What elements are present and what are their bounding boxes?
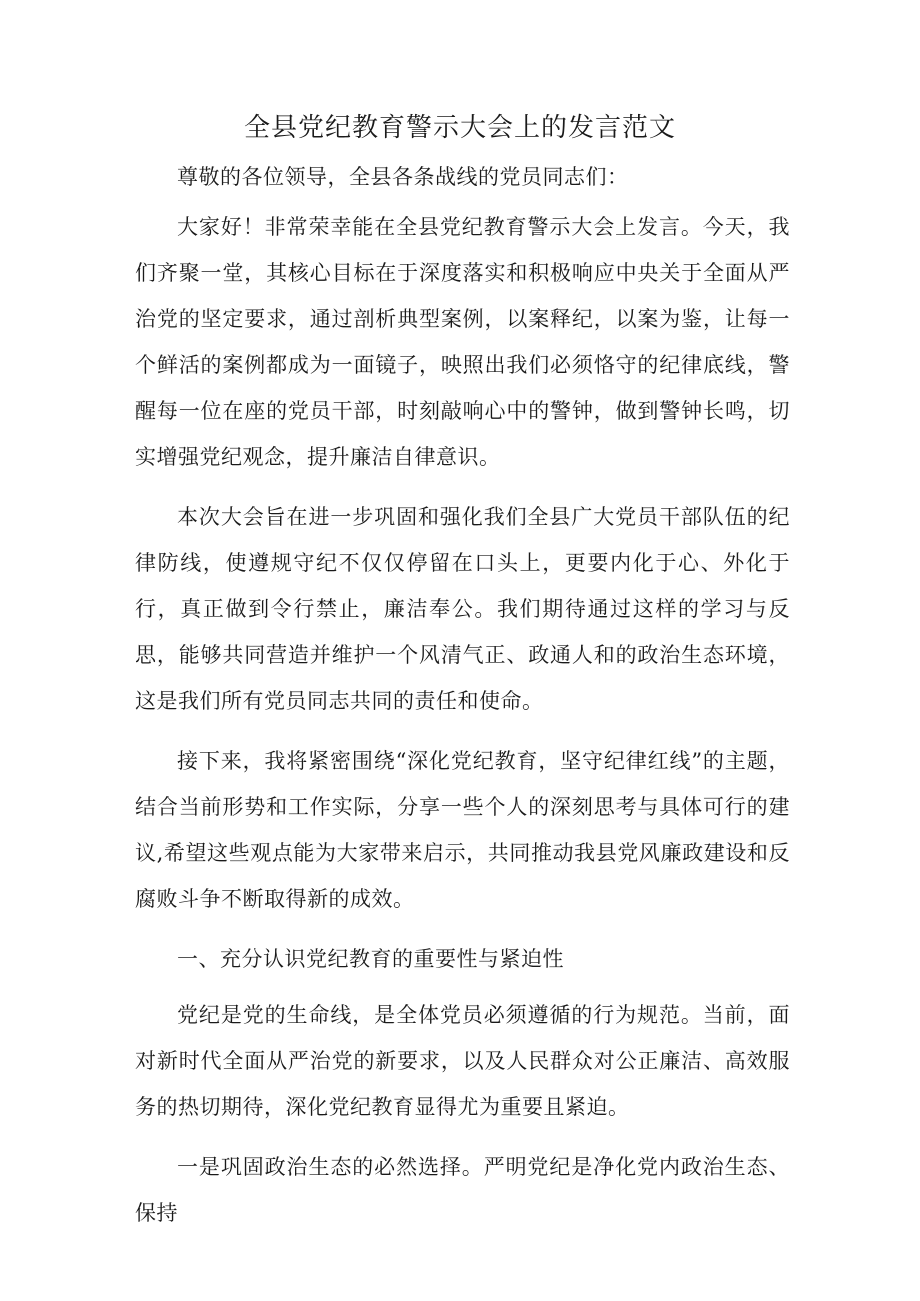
salutation-paragraph: 尊敬的各位领导，全县各条战线的党员同志们： <box>177 165 629 189</box>
document-body <box>135 154 790 1250</box>
section-heading: 一、充分认识党纪教育的重要性与紧迫性 <box>177 947 564 971</box>
importance-paragraph: 党纪是党的生命线，是全体党员必须遵循的行为规范。当前，面对新时代全面从严治党的新要求，以及人民群众对公正廉洁、高效服务的热切期待，深化党纪教育显得尤为重要且紧迫。 <box>135 1003 790 1119</box>
first-point-paragraph: 一是巩固政治生态的必然选择。严明党纪是净化党内政治生态、保持 <box>135 1155 790 1225</box>
purpose-paragraph: 本次大会旨在进一步巩固和强化我们全县广大党员干部队伍的纪律防线，使遵规守纪不仅仅停留在口头上，更要内化于心、外化于行，真正做到令行禁止，廉洁奉公。我们期待通过这样的学习与反思，能够共同营造并维护一个风清气正、政通人和的政治生态环境，这是我们所有党员同志共同的责任和使命。 <box>135 505 790 713</box>
opening-paragraph: 大家好！非常荣幸能在全县党纪教育警示大会上发言。今天，我们齐聚一堂，其核心目标在于深度落实和积极响应中央关于全面从严治党的坚定要求，通过剖析典型案例，以案释纪，以案为鉴，让每一个鲜活的案例都成为一面镜子，映照出我们必须恪守的纪律底线，警醒每一位在座的党员干部，时刻敲响心中的警钟，做到警钟长鸣，切实增强党纪观念，提升廉洁自律意识。 <box>135 215 790 469</box>
theme-paragraph: 接下来，我将紧密围绕“深化党纪教育，坚守纪律红线”的主题，结合当前形势和工作实际，分享一些个人的深刻思考与具体可行的建议,希望这些观点能为大家带来启示，共同推动我县党风廉政建设和反腐败斗争不断取得新的成效。 <box>135 749 790 911</box>
document-title: 全县党纪教育警示大会上的发言范文 <box>243 113 676 143</box>
